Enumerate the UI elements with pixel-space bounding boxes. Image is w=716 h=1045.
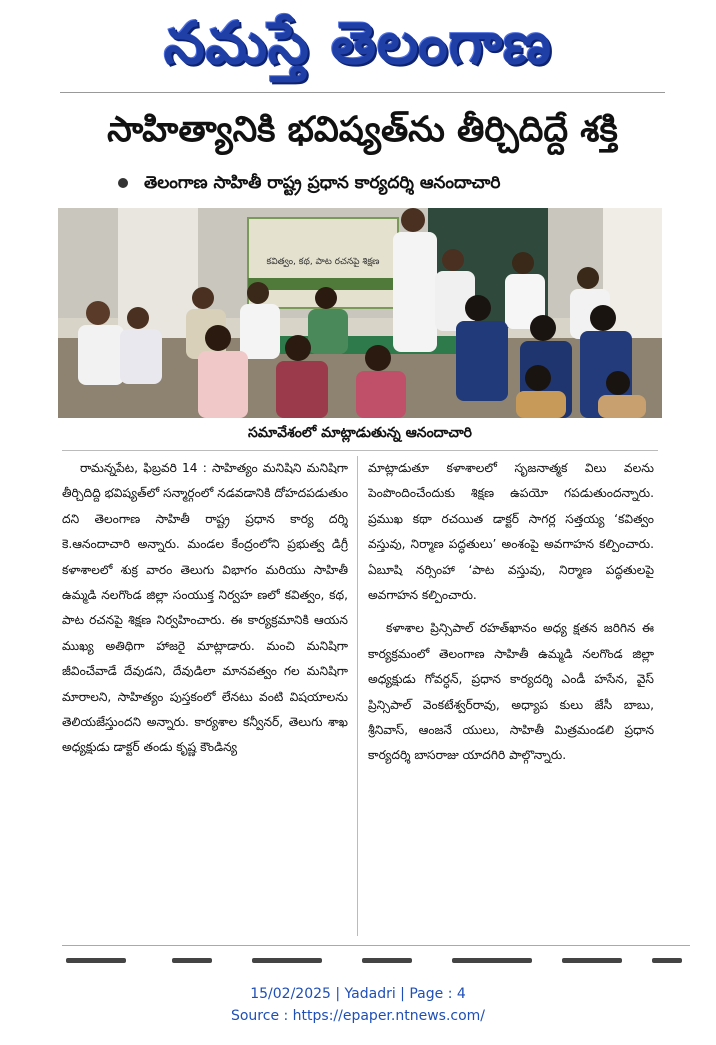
photo-caption: సమావేశంలో మాట్లాడుతున్న ఆనందాచారి — [248, 425, 472, 441]
paragraph: రామన్నపేట, ఫిబ్రవరి 14 : సాహిత్యం మనిషిని మనిషిగా తీర్చిదిద్ది భవిష్యత్‌లో సన్మార్గంలో నడవడానికి దోహదపడుతుం దని తెలంగాణ సాహితీ రాష్ట్ర ప్రధాన కార్య దర్శి కె.ఆనందాచారి అన్నారు. మండల కేంద్రంలోని ప్రభుత్వ డిగ్రీ కళాశాలలో శుక్ర వారం తెలుగు విభాగం మరియు సాహితీ ఉమ్మడి నలగొండ జిల్లా సంయుక్త నిర్వహ ణలో కవిత్వం, కథ, పాట రచనపై శిక్షణ నిర్వహించారు. ఈ కార్యక్రమానికి ఆయన ముఖ్య అతిథిగా హాజరై మాట్లాడారు. మంచి మనిషిగా జీవించేవాడే దేవుడని, దేవుడిలా మానవత్వం గల మనిషిగా మారాలని, సాహిత్యం పుస్తకంలో లేనటు వంటి విషయాలను తెలియజేస్తుందని అన్నారు. కార్యశాల కన్వీనర్, తెలుగు శాఖ అధ్యక్షుడు డాక్టర్ తండు కృష్ణ కౌండిన్య — [62, 461, 348, 755]
column-divider — [357, 456, 358, 936]
top-divider — [60, 92, 665, 93]
footer-dateline: 15/02/2025 | Yadadri | Page : 4 — [250, 986, 466, 1002]
subheadline-text: తెలంగాణ సాహితీ రాష్ట్ర ప్రధాన కార్యదర్శి ఆనందాచారి — [144, 173, 501, 193]
footer-source-link[interactable]: Source : https://epaper.ntnews.com/ — [230, 1008, 486, 1024]
article-subheadline — [118, 168, 658, 198]
photo-banner-text: కవిత్వం, కథ, పాట రచనపై శిక్షణ — [266, 257, 380, 267]
article-column-left — [62, 456, 348, 932]
paragraph: కళాశాల ప్రిన్సిపాల్ రహత్‌ఖానం అధ్య క్షతన జరిగిన ఈ కార్యక్రమంలో తెలంగాణ సాహితీ ఉమ్మడి నలగొండ జిల్లా అధ్యక్షుడు గోవర్ధన్, ప్రధాన కార్యదర్శి ఎండీ హసేన, వైస్ ప్రిన్సిపాల్ వెంకటేశ్వర్‌రావు, అధ్యాప కులు జేసీ బాబు, శ్రీనివాస్, ఆంజనే యులు, సాహితీ మిత్రమండలి ప్రధాన కార్యదర్శి బాసరాజు యాదగిరి పాల్గొన్నారు. — [368, 621, 654, 763]
article-column-right — [368, 456, 654, 932]
paragraph: మాట్లాడుతూ కళాశాలలో సృజనాత్మక విలు వలను పెంపొందించేందుకు శిక్షణ ఉపయో గపడుతుందన్నారు. ప్రముఖ కథా రచయిత డాక్టర్ సాగర్ల సత్తయ్య ‘కవిత్వం వస్తువు, నిర్మాణ పద్ధతులు’ అంశంపై అవగాహన కల్పించారు. ఏబూషి నర్సింహా ‘పాట వస్తువు, నిర్మాణ పద్ధతులపై అవగాహన కల్పించారు. — [368, 461, 654, 603]
article-headline: సాహిత్యానికి భవిష్యత్‌ను తీర్చిదిద్దే శక్తి — [107, 110, 618, 150]
article-end-divider — [62, 945, 690, 946]
bullet-icon — [118, 178, 128, 188]
article-photo — [58, 208, 662, 418]
masthead-logo: నమస్తే తెలంగాణ — [164, 9, 552, 77]
cropped-next-article — [62, 956, 690, 966]
caption-divider — [62, 450, 658, 451]
